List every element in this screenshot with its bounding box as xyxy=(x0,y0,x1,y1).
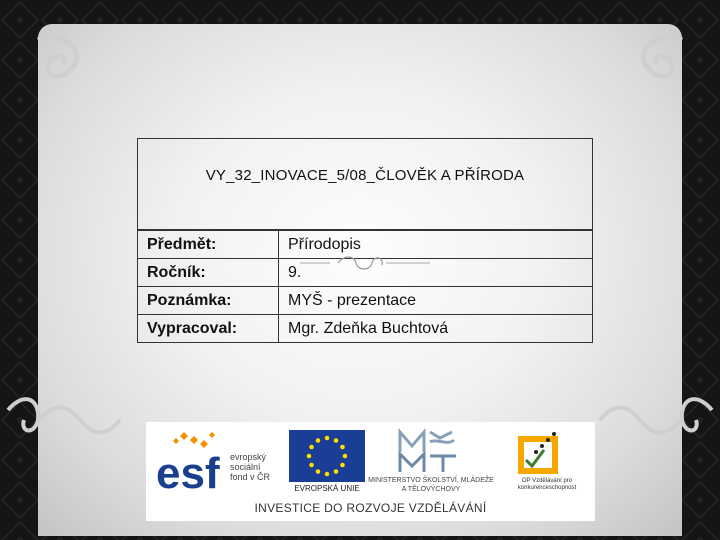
row-value-grade: 9. xyxy=(279,259,593,287)
logo-caption: INVESTICE DO ROZVOJE VZDĚLÁVÁNÍ xyxy=(254,501,487,515)
row-value-note: MYŠ - prezentace xyxy=(279,287,593,315)
op-label: OP Vzdělávání pro konkurenceschopnost xyxy=(517,478,577,491)
op-logo xyxy=(516,428,580,476)
row-value-author: Mgr. Zdeňka Buchtová xyxy=(279,315,593,343)
row-label-author: Vypracoval: xyxy=(138,315,279,343)
row-value-subject: Přírodopis xyxy=(279,231,593,259)
info-table xyxy=(137,230,593,343)
page-title: VY_32_INOVACE_5/08_ČLOVĚK A PŘÍRODA xyxy=(205,167,525,184)
table-row xyxy=(138,287,593,315)
msmt-label: MINISTERSTVO ŠKOLSTVÍ, MLÁDEŽE A TĚLOVÝCHOVY xyxy=(368,477,494,493)
title-box xyxy=(137,138,593,230)
msmt-logo xyxy=(396,428,462,474)
logo-strip xyxy=(146,422,595,521)
row-label-grade: Ročník: xyxy=(138,259,279,287)
esf-text: evropský sociální fond v ČR xyxy=(230,452,271,482)
row-label-note: Poznámka: xyxy=(138,287,279,315)
esf-wordmark: esf xyxy=(156,449,220,494)
table-row xyxy=(138,315,593,343)
esf-logo xyxy=(154,430,226,494)
divider-ornament xyxy=(300,253,430,273)
eu-label: EVROPSKÁ UNIE xyxy=(294,484,360,493)
row-label-subject: Předmět: xyxy=(138,231,279,259)
eu-flag-icon xyxy=(289,430,365,482)
